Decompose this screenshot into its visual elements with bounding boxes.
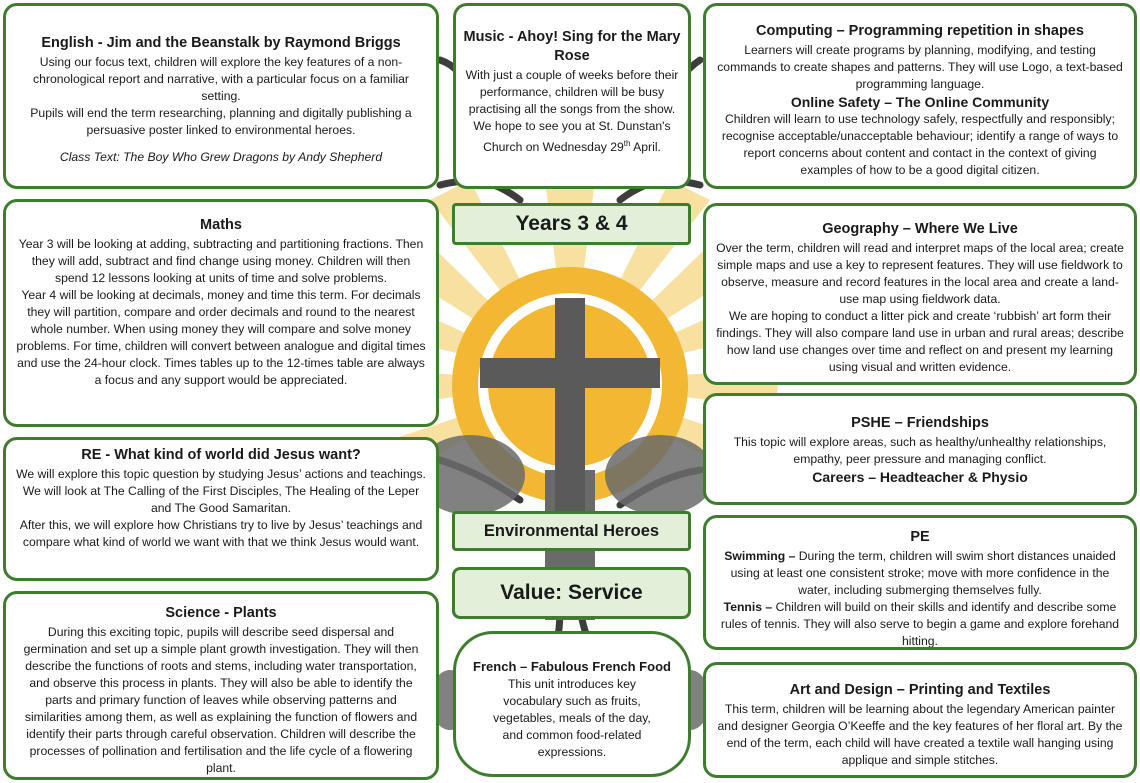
music-text-1: With just a couple of weeks before their performance, children will be busy practising all the songs from the show.	[465, 68, 679, 116]
pe-tennis-text: Tennis – Children will build on their skills and identify and describe some rules of tennis. They will also serve to begin a game and explore forehand hitting.	[720, 600, 1120, 648]
music-title: Music - Ahoy! Sing for the Mary Rose	[463, 29, 681, 64]
computing-text-2: Children will learn to use technology safely, respectfully and responsibly; recognise acceptable/unacceptable behaviour; identify a range of ways to report concerns about content and contact in the context of giving examples of how to be a good digital citizen.	[721, 112, 1119, 177]
maths-panel	[3, 199, 439, 427]
computing-title: Computing – Programming repetition in shapes	[756, 23, 1084, 39]
science-title: Science - Plants	[165, 605, 277, 621]
geography-text-2: We are hoping to conduct a litter pick and create ‘rubbish’ art form their findings. They will also compare land use in urban and rural areas; describe how land use changes over time and reflect on and present my learning using visual and written evidence.	[716, 309, 1124, 374]
pe-title: PE	[910, 529, 930, 545]
music-panel	[453, 3, 691, 189]
english-text-1: Using our focus text, children will explore the key features of a non-chronological report and narrative, with a particular focus on a familiar setting.	[33, 55, 409, 103]
maths-title: Maths	[200, 217, 242, 233]
pshe-panel	[703, 393, 1137, 505]
careers-title: Careers – Headteacher & Physio	[812, 469, 1028, 485]
english-title: English - Jim and the Beanstalk by Raymond Briggs	[41, 35, 401, 51]
re-panel	[3, 437, 439, 581]
art-panel	[703, 662, 1137, 778]
english-panel	[3, 3, 439, 189]
geography-text-1: Over the term, children will read and interpret maps of the local area; create simple maps and use a key to represent features. They will use fieldwork to observe, measure and record features in the local area and create a land-use map using fieldwork data.	[716, 241, 1124, 306]
french-text: This unit introduces key vocabulary such as fruits, vegetables, meals of the day, and common food-related expressions.	[493, 677, 651, 759]
re-title: RE - What kind of world did Jesus want?	[81, 447, 361, 463]
pshe-text-1: This topic will explore areas, such as healthy/unhealthy relationships, empathy, peer pressure and managing conflict.	[733, 435, 1107, 466]
years-label: Years 3 & 4	[452, 203, 691, 245]
geography-title: Geography – Where We Live	[822, 221, 1018, 237]
computing-text-1: Learners will create programs by planning, modifying, and testing commands to create shapes and patterns. They will use Logo, a text-based programming language.	[717, 43, 1123, 91]
french-panel	[453, 631, 691, 777]
tennis-label: Tennis –	[723, 600, 773, 614]
environmental-heroes-label: Environmental Heroes	[452, 511, 691, 551]
pe-swimming-text: Swimming – During the term, children will swim short distances unaided using at least one consistent stroke; move with more confidence in the water, including submerging themselves fully.	[724, 549, 1116, 597]
online-safety-title: Online Safety – The Online Community	[790, 94, 1050, 110]
pe-panel	[703, 515, 1137, 650]
science-text: During this exciting topic, pupils will describe seed dispersal and germination and set up a simple plant growth investigation. They will then describe the functions of roots and stems, including water transportation, and observe this process in plants. They will also be able to identify the parts and primary function of leaves while observing patterns and similarities among them, as well as explaining the function of flowers and identify their parts through careful observation. Children will describe the processes of pollination and fertilisation and the life cycle of a flowering plant.	[23, 625, 419, 775]
english-class-text: Class Text: The Boy Who Grew Dragons by Andy Shepherd	[59, 150, 383, 164]
music-text-2: We hope to see you at St. Dunstan's Church on Wednesday 29th April.	[473, 119, 671, 155]
maths-text-1: Year 3 will be looking at adding, subtracting and partitioning fractions. Then they will add, subtract and find change using money. Children will then spend 12 lessons looking at units of time and solve problems.	[18, 237, 424, 285]
swimming-label: Swimming –	[724, 549, 796, 563]
computing-panel	[703, 3, 1137, 189]
art-text: This term, children will be learning about the legendary American painter and designer Georgia O’Keeffe and the key features of her floral art. By the end of the term, each child will have created a textile wall hanging using applique and simple stitches.	[717, 702, 1123, 767]
pshe-title: PSHE – Friendships	[851, 415, 989, 431]
art-title: Art and Design – Printing and Textiles	[789, 682, 1051, 698]
maths-text-2: Year 4 will be looking at decimals, money and time this term. For decimals they will partition, compare and order decimals and round to the nearest whole number. When using money they will compare and solve money problems. For time, children will convert between analogue and digital times and use the 24-hour clock. Times tables up to the 12-times table are always a focus and any support would be appreciated.	[16, 288, 426, 387]
re-text-2: After this, we will explore how Christians try to live by Jesus’ teachings and compare what kind of world we want with that we think Jesus would want.	[19, 518, 423, 549]
value-label: Value: Service	[452, 567, 691, 619]
geography-panel	[703, 203, 1137, 385]
french-title: French – Fabulous French Food	[473, 659, 671, 674]
re-text-1: We will explore this topic question by studying Jesus’ actions and teachings. We will look at The Calling of the First Disciples, The Healing of the Leper and The Good Samaritan.	[16, 467, 426, 515]
science-panel	[3, 591, 439, 780]
english-text-2: Pupils will end the term researching, planning and digitally publishing a persuasive poster linked to environmental heroes.	[30, 106, 412, 137]
